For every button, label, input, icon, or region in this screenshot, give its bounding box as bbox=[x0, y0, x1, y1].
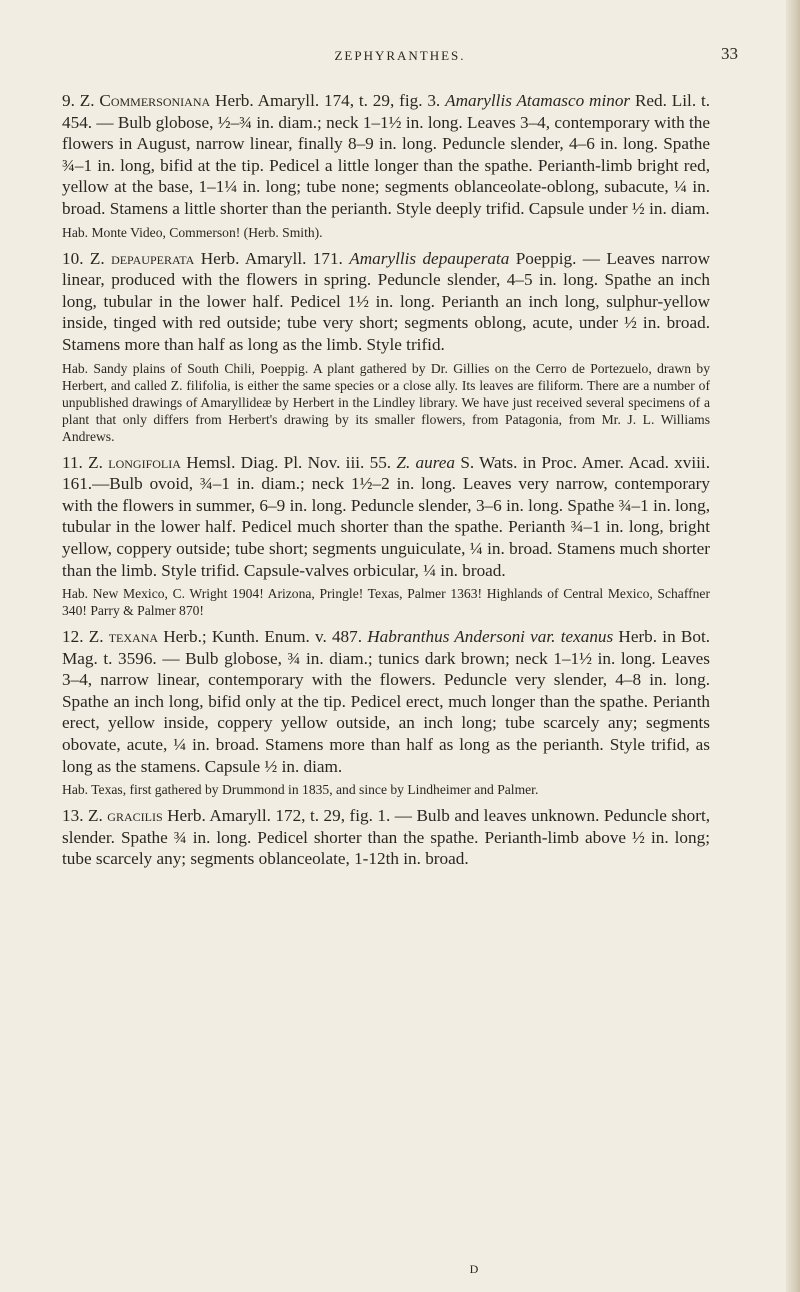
species-name: depauperata bbox=[111, 248, 195, 268]
species-name: Commersoniana bbox=[99, 91, 211, 110]
signature-mark: D bbox=[469, 1262, 479, 1276]
synonym: Habranthus Andersoni var. texanus bbox=[367, 627, 614, 647]
citation: Herb. Amaryll. 171. bbox=[200, 248, 343, 268]
species-entry bbox=[62, 805, 710, 870]
entry-body bbox=[62, 90, 710, 220]
description: S. Wats. in Proc. Amer. Acad. xviii. 161.—Bulb ovoid, ¾–1 in. diam.; neck 1½–2 in. long. Leaves very narrow, contemporary with the flowers in summer, 6–9 in. long. Peduncle slender, 3–6 in. long. Spathe ¾–1 in. long, tubular in the lower half. Pedicel much shorter than the spathe. Perianth ¾–1 in. long, bright yellow, coppery outside; tube short; segments unguiculate, ¼ in. broad. Stamens much shorter than the limb. Style trifid. Capsule-valves orbicular, ¼ in. broad. bbox=[62, 452, 710, 580]
citation: Hemsl. Diag. Pl. Nov. iii. 55. bbox=[186, 452, 392, 472]
species-entry bbox=[62, 248, 710, 445]
citation: Herb.; Kunth. Enum. v. 487. bbox=[163, 627, 363, 647]
description: Herb. in Bot. Mag. t. 3596. — Bulb globose, ¾ in. diam.; tunics dark brown; neck 1–1½ in. long. Leaves 3–4, narrow linear, contemporary with the flowers. Peduncle very slender, 4–8 in. long. Spathe an inch long, bifid only at the tip. Pedicel erect, much longer than the spathe. Perianth erect, yellow inside, coppery yellow outside, an inch long; tube scarcely any; segments obovate, acute, ¼ in. broad. Stamens more than half as long as the perianth. Style trifid, as long as the stamens. Capsule ½ in. diam. bbox=[62, 627, 711, 776]
entry-number: 11. bbox=[62, 452, 83, 472]
species-entry bbox=[62, 90, 710, 241]
species-entry bbox=[62, 626, 710, 798]
page-header bbox=[0, 44, 800, 74]
genus-abbrev: Z. bbox=[88, 452, 103, 472]
main-text bbox=[62, 90, 710, 877]
species-entry bbox=[62, 452, 710, 620]
description: Poeppig. — Leaves narrow linear, produced with the flowers in spring. Peduncle slender, 4–5 in. long. Spathe an inch long, tubular in the lower half. Pedicel 1½ in. long. Perianth an inch long, sulphur-yellow inside, tinged with red outside; tube very short; segments oblong, acute, under ½ in. broad. Stamens more than half as long as the limb. Style trifid. bbox=[62, 248, 711, 354]
habitat-note: Hab. Monte Video, Commerson! (Herb. Smith). bbox=[62, 224, 323, 240]
description: Red. Lil. t. 454. — Bulb globose, ½–¾ in. diam.; neck 1–1½ in. long. Leaves 3–4, contemporary with the flowers in August, narrow linear, finally 8–9 in. long. Peduncle slender, 4–6 in. long. Spathe ¾–1 in. long, bifid at the tip. Pedicel a little longer than the spathe. Perianth-limb bright red, yellow at the base, 1–1¼ in. long; tube none; segments oblanceolate-oblong, subacute, ¼ in. broad. Stamens a little shorter than the perianth. Style deeply trifid. Capsule under ½ in. diam. bbox=[62, 91, 711, 218]
species-name: longifolia bbox=[108, 452, 181, 472]
entry-body bbox=[62, 626, 710, 777]
genus-abbrev: Z. bbox=[79, 91, 95, 110]
entry-number: 9. bbox=[62, 91, 75, 110]
entry-number: 12. bbox=[62, 627, 84, 647]
entry-body bbox=[62, 805, 710, 870]
synonym: Z. aurea bbox=[396, 452, 456, 472]
citation: Herb. Amaryll. 174, t. 29, fig. 3. bbox=[215, 91, 441, 110]
entry-body bbox=[62, 248, 710, 356]
synonym: Amaryllis depauperata bbox=[349, 248, 510, 268]
genus-abbrev: Z. bbox=[88, 627, 104, 647]
habitat-note: Hab. Texas, first gathered by Drummond in 1835, and since by Lindheimer and Palmer. bbox=[62, 782, 539, 798]
genus-abbrev: Z. bbox=[89, 248, 105, 268]
species-name: texana bbox=[108, 627, 159, 647]
habitat-note: Hab. Sandy plains of South Chili, Poeppig. A plant gathered by Dr. Gillies on the Cerro de Portezuelo, drawn by Herbert, and called Z. filifolia, is either the same species or a close ally. Its leaves are filiform. There are a number of unpublished drawings of Amaryllideæ by Herbert in the Lindley library. We have just received several specimens of a plant that only differs from Herbert's drawing by its smaller flowers, from Patagonia, from Mr. J. L. Williams Andrews. bbox=[62, 360, 710, 444]
page-number: 33 bbox=[721, 44, 738, 63]
entry-body bbox=[62, 452, 710, 582]
citation: Herb. Amaryll. 172, t. 29, fig. 1. bbox=[167, 806, 391, 826]
description: — Bulb and leaves unknown. Peduncle short, slender. Spathe ¾ in. long. Pedicel shorter than the spathe. Perianth-limb above ½ in. long; tube scarcely any; segments oblanceolate, 1-12th in. broad. bbox=[62, 806, 711, 869]
genus-abbrev: Z. bbox=[87, 806, 103, 826]
synonym: Amaryllis Atamasco minor bbox=[445, 91, 631, 110]
habitat-note: Hab. New Mexico, C. Wright 1904! Arizona, Pringle! Texas, Palmer 1363! Highlands of Central Mexico, Schaffner 340! Parry & Palmer 870! bbox=[62, 586, 710, 619]
species-name: gracilis bbox=[107, 806, 163, 826]
entry-number: 13. bbox=[62, 806, 84, 826]
entry-number: 10. bbox=[62, 248, 84, 268]
page-edge bbox=[786, 0, 800, 1292]
running-head: ZEPHYRANTHES. bbox=[334, 48, 466, 63]
